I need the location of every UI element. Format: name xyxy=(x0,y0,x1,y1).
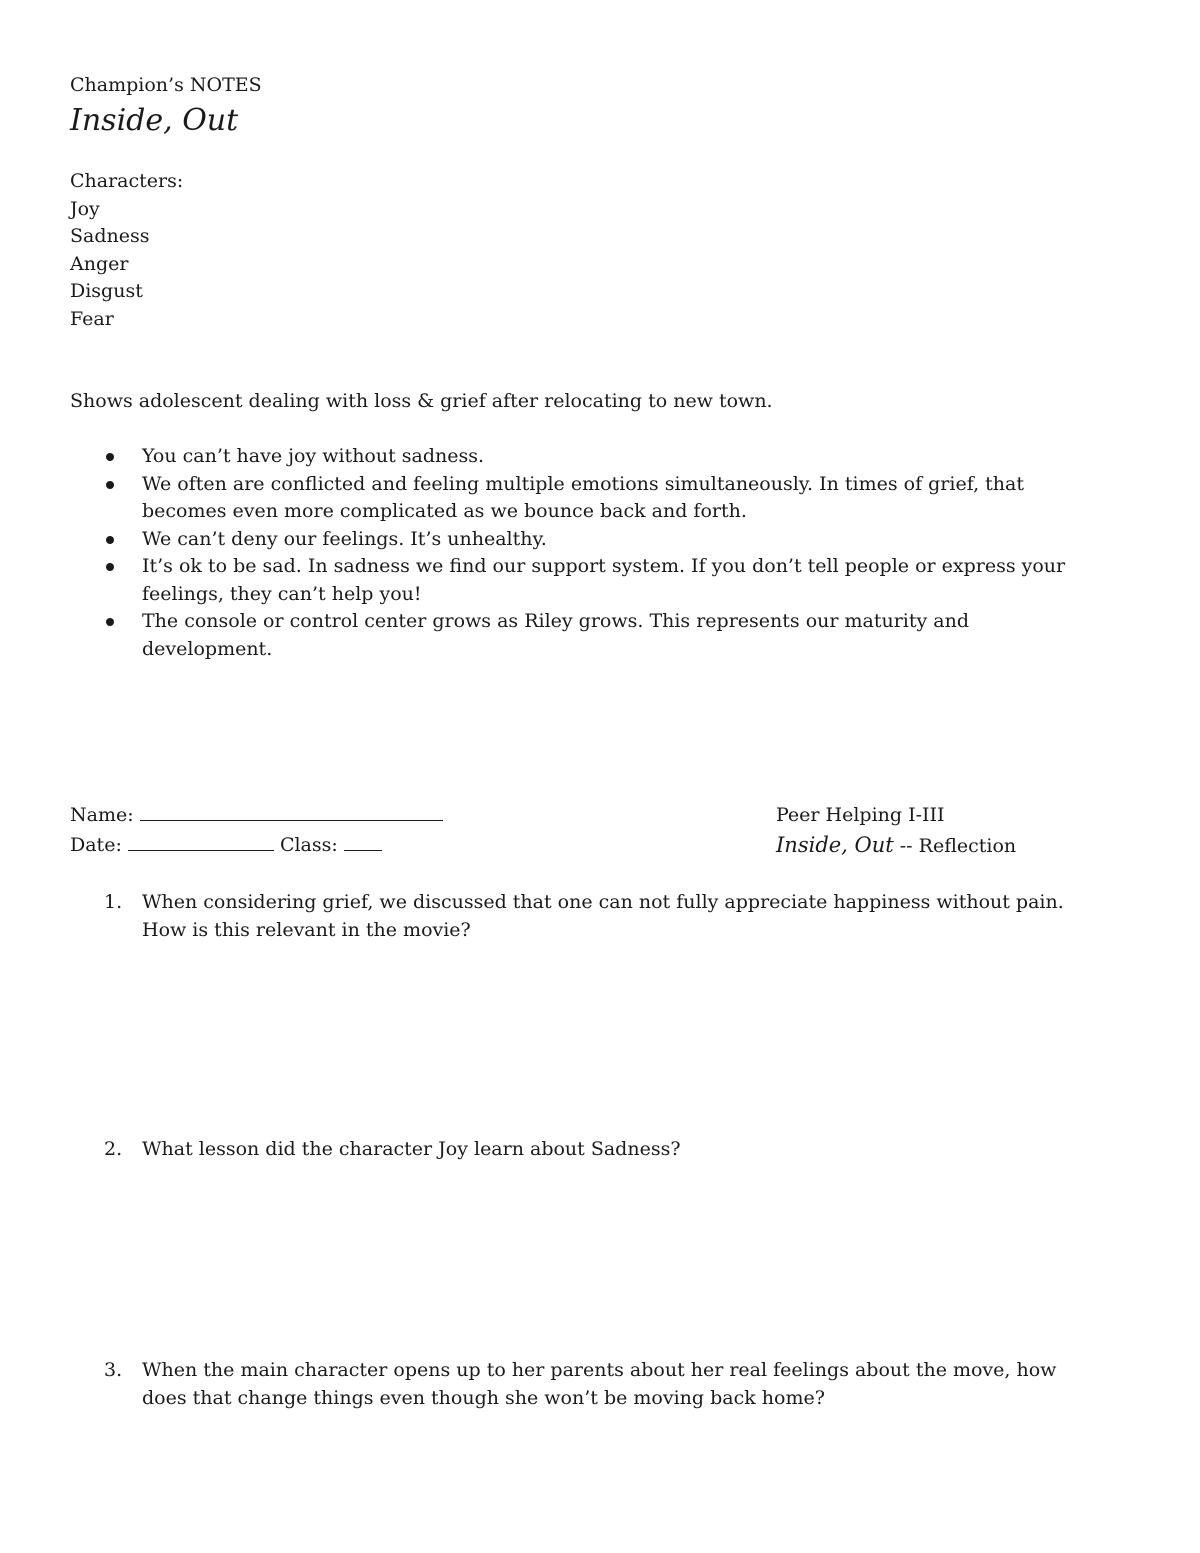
key-points-list xyxy=(100,443,1100,663)
list-item-text: We can’t deny our feelings. It’s unhealthy. xyxy=(142,527,547,550)
list-item xyxy=(100,471,1100,526)
list-item-text: You can’t have joy without sadness. xyxy=(142,445,485,467)
question-number: 1. xyxy=(104,891,123,913)
class-blank[interactable] xyxy=(344,832,382,851)
question-text: When the main character opens up to her parents about her real feelings about the move, how does that change things even though she won’t be moving back home? xyxy=(142,1359,1057,1409)
date-label: Date: xyxy=(70,834,122,856)
question-item xyxy=(100,1136,1100,1164)
bullet-icon xyxy=(106,618,114,626)
question-item xyxy=(100,1357,1100,1412)
course-name: Peer Helping I-III xyxy=(776,804,945,826)
page-title: Inside, Out xyxy=(70,103,239,138)
reflection-title xyxy=(776,832,1016,861)
character-item: Joy xyxy=(70,197,100,220)
reflection-suffix: -- Reflection xyxy=(899,835,1017,857)
bullet-icon xyxy=(106,453,114,461)
list-item xyxy=(100,443,1100,471)
question-text: When considering grief, we discussed that one can not fully appreciate happiness without pain. How is this relevant in the movie? xyxy=(142,891,1064,941)
date-blank[interactable] xyxy=(128,832,274,851)
question-item xyxy=(100,889,1100,944)
question-text: What lesson did the character Joy learn about Sadness? xyxy=(142,1138,681,1160)
date-class-row xyxy=(70,832,382,860)
characters-section xyxy=(70,168,183,333)
character-item: Disgust xyxy=(70,280,143,302)
characters-heading: Characters: xyxy=(70,170,184,192)
list-item xyxy=(100,608,1100,663)
character-item: Sadness xyxy=(70,225,150,247)
name-blank[interactable] xyxy=(140,802,443,821)
list-item-text: We often are conflicted and feeling multiple emotions simultaneously. In times of grief, that becomes even more complicated as we bounce back and forth. xyxy=(142,472,1024,522)
character-item: Anger xyxy=(70,252,129,275)
name-field-row xyxy=(70,802,443,830)
list-item xyxy=(100,526,1100,554)
bullet-icon xyxy=(106,536,114,544)
question-number: 2. xyxy=(104,1138,123,1160)
reflection-movie-title: Inside, Out xyxy=(776,833,894,857)
list-item xyxy=(100,553,1100,608)
bullet-icon xyxy=(106,563,114,571)
summary-text: Shows adolescent dealing with loss & grief after relocating to new town. xyxy=(70,390,773,412)
notes-label: Champion’s NOTES xyxy=(70,74,262,96)
character-item: Fear xyxy=(70,307,114,330)
bullet-icon xyxy=(106,481,114,489)
name-label: Name: xyxy=(70,804,134,826)
class-label: Class: xyxy=(279,834,338,856)
list-item-text: The console or control center grows as Riley grows. This represents our maturity and development. xyxy=(142,610,970,660)
list-item-text: It’s ok to be sad. In sadness we find our support system. If you don’t tell people or express your feelings, they can’t help you! xyxy=(142,555,1066,605)
question-number: 3. xyxy=(104,1359,123,1381)
